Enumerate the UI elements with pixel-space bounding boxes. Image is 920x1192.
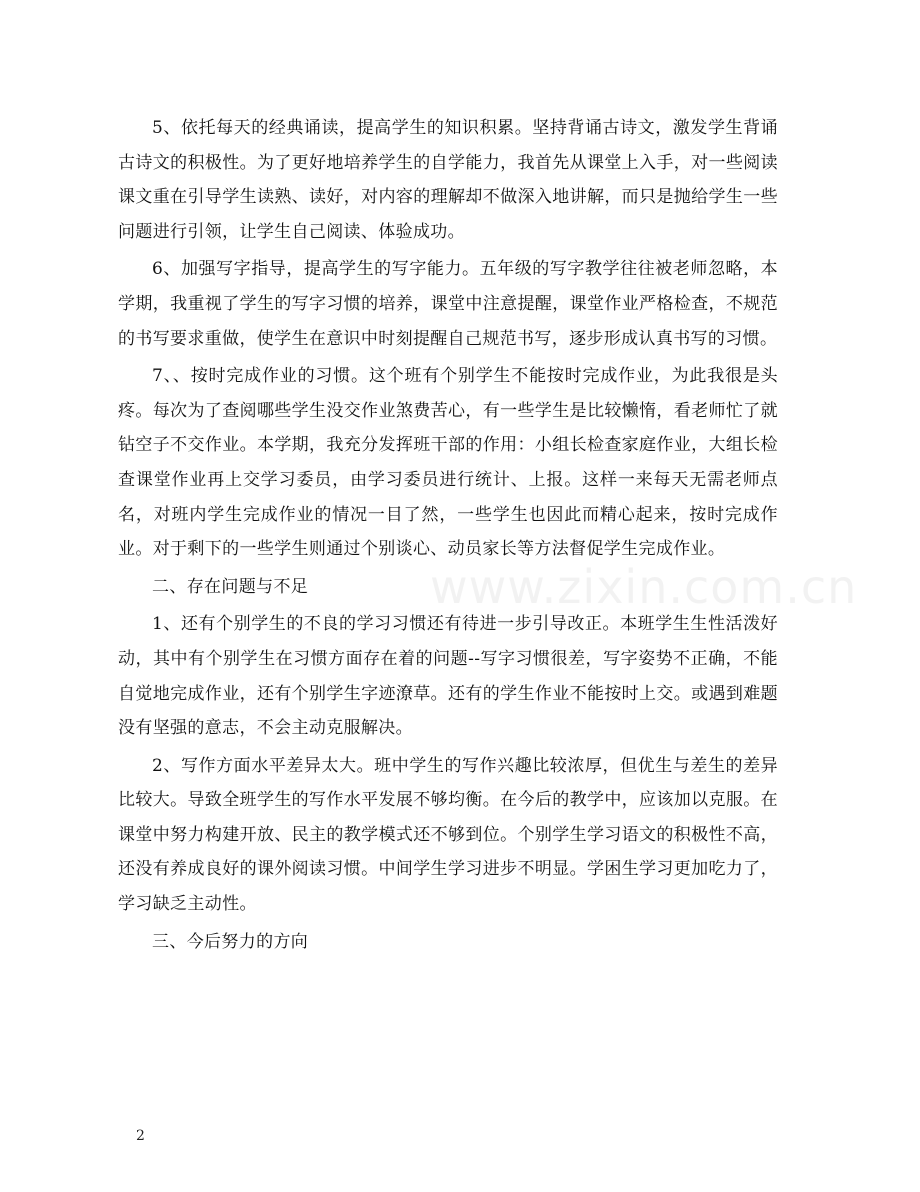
document-body (118, 111, 778, 962)
paragraph-item-7: 7、、按时完成作业的习惯。这个班有个别学生不能按时完成作业，为此我很是头疼。每次为了查阅哪些学生没交作业煞费苦心，有一些学生是比较懒惰，看老师忙了就钻空子不交作业。本学期，我充分发挥班干部的作用：小组长检查家庭作业，大组长检查课堂作业再上交学习委员，由学习委员进行统计、上报。这样一来每天无需老师点名，对班内学生完成作业的情况一目了然，一些学生也因此而精心起来，按时完成作业。对于剩下的一些学生则通过个别谈心、动员家长等方法督促学生完成作业。 (118, 366, 778, 560)
paragraph-item-5: 5、依托每天的经典诵读，提高学生的知识积累。坚持背诵古诗文，激发学生背诵古诗文的积极性。为了更好地培养学生的自学能力，我首先从课堂上入手，对一些阅读课文重在引导学生读熟、读好，对内容的理解却不做深入地讲解，而只是抛给学生一些问题进行引领，让学生自己阅读、体验成功。 (118, 118, 778, 242)
page-number: 2 (136, 1128, 145, 1144)
paragraph-item-6: 6、加强写字指导，提高学生的写字能力。五年级的写字教学往往被老师忽略，本学期，我重视了学生的写字习惯的培养，课堂中注意提醒，课堂作业严格检查，不规范的书写要求重做，使学生在意识中时刻提醒自己规范书写，逐步形成认真书写的习惯。 (118, 259, 778, 349)
watermark-text: www.zixin.com.cn (430, 560, 858, 614)
paragraph-problem-1: 1、还有个别学生的不良的学习习惯还有待进一步引导改正。本班学生生性活泼好动，其中有个别学生在习惯方面存在着的问题--写字习惯很差，写字姿势不正确，不能自觉地完成作业，还有个别学生字迹潦草。还有的学生作业不能按时上交。或遇到难题没有坚强的意志，不会主动克服解决。 (118, 614, 778, 739)
paragraph-problem-2: 2、写作方面水平差异太大。班中学生的写作兴趣比较浓厚，但优生与差生的差异比较大。导致全班学生的写作水平发展不够均衡。在今后的教学中，应该加以克服。在课堂中努力构建开放、民主的教学模式还不够到位。个别学生学习语文的积极性不高，还没有养成良好的课外阅读习惯。中间学生学习进步不明显。学困生学习更加吃力了，学习缺乏主动性。 (118, 755, 778, 915)
section-heading-future-direction: 三、今后努力的方向 (152, 931, 309, 952)
section-heading-problems: 二、存在问题与不足 (152, 576, 309, 597)
